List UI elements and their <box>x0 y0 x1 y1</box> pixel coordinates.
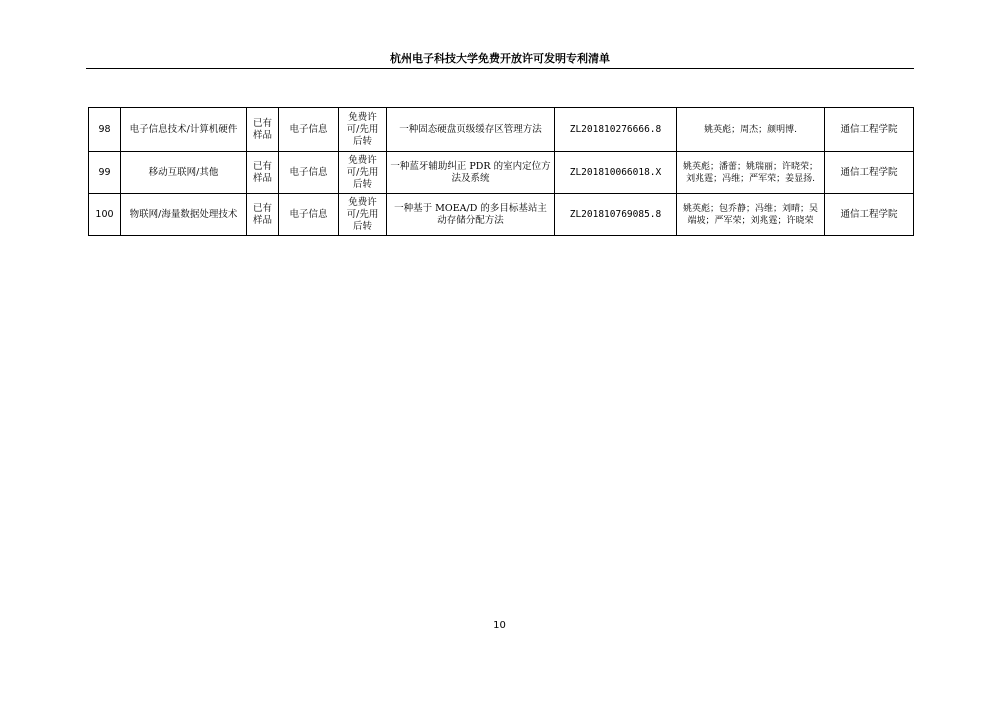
sample-status-cell: 已有样品 <box>247 152 279 194</box>
license-mode-cell: 免费许可/先用后转 <box>339 108 387 152</box>
inventors-cell: 姚英彪；潘蕾；姚瑞丽；许晓荣；刘兆霆；冯维；严军荣；姜显扬. <box>677 152 825 194</box>
row-number-cell: 100 <box>89 194 121 236</box>
patent-title-cell: 一种固态硬盘页级缓存区管理方法 <box>387 108 555 152</box>
college-cell: 通信工程学院 <box>825 194 914 236</box>
category-cell: 电子信息 <box>279 194 339 236</box>
table-row <box>89 108 914 152</box>
row-number-cell: 98 <box>89 108 121 152</box>
tech-field-cell: 物联网/海量数据处理技术 <box>121 194 247 236</box>
inventors-cell: 姚英彪；周杰；颜明博. <box>677 108 825 152</box>
license-mode-cell: 免费许可/先用后转 <box>339 194 387 236</box>
license-mode-cell: 免费许可/先用后转 <box>339 152 387 194</box>
patent-title-cell: 一种蓝牙辅助纠正 PDR 的室内定位方法及系统 <box>387 152 555 194</box>
table-row <box>89 194 914 236</box>
patent-number-cell: ZL201810276666.8 <box>555 108 677 152</box>
category-cell: 电子信息 <box>279 108 339 152</box>
tech-field-cell: 移动互联网/其他 <box>121 152 247 194</box>
table-row <box>89 152 914 194</box>
college-cell: 通信工程学院 <box>825 108 914 152</box>
college-cell: 通信工程学院 <box>825 152 914 194</box>
row-number-cell: 99 <box>89 152 121 194</box>
category-cell: 电子信息 <box>279 152 339 194</box>
sample-status-cell: 已有样品 <box>247 194 279 236</box>
patent-number-cell: ZL201810769085.8 <box>555 194 677 236</box>
sample-status-cell: 已有样品 <box>247 108 279 152</box>
patent-number-cell: ZL201810066018.X <box>555 152 677 194</box>
patent-title-cell: 一种基于 MOEA/D 的多目标基站主动存储分配方法 <box>387 194 555 236</box>
header-divider <box>86 68 914 69</box>
inventors-cell: 姚英彪；包乔静；冯维；刘晴；吴端坡；严军荣；刘兆霆；许晓荣 <box>677 194 825 236</box>
page-number: 10 <box>493 620 506 631</box>
page-header-title: 杭州电子科技大学免费开放许可发明专利清单 <box>390 52 610 65</box>
patent-list-table <box>88 107 914 236</box>
tech-field-cell: 电子信息技术/计算机硬件 <box>121 108 247 152</box>
